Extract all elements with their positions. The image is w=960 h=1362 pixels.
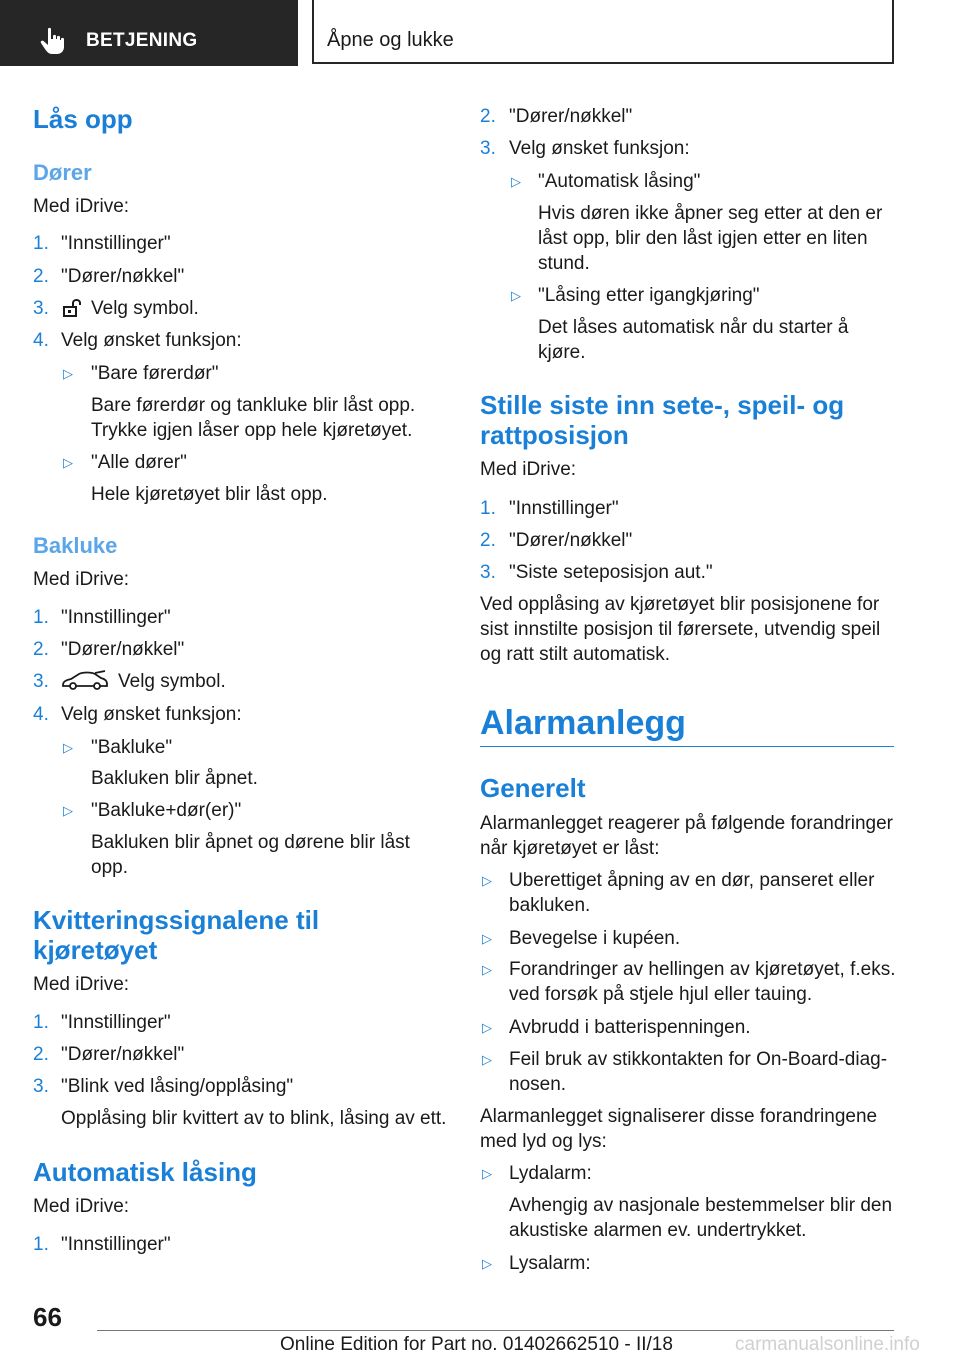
footer-rule bbox=[97, 1330, 894, 1331]
bullet-triangle-icon: ▷ bbox=[482, 962, 492, 977]
heading-general: Generelt bbox=[480, 773, 586, 803]
bullet-triangle-icon: ▷ bbox=[482, 1166, 492, 1181]
step-number: 1. bbox=[33, 607, 49, 628]
option-desc: Bare førerdør og tankluke blir låst opp. bbox=[91, 395, 416, 416]
step-text: "Innstillinger" bbox=[509, 498, 619, 519]
watermark-text: carmanualsonline.info bbox=[735, 1334, 920, 1355]
list-item: Lydalarm: bbox=[509, 1163, 592, 1184]
step-number: 3. bbox=[33, 298, 49, 319]
hand-pointer-icon bbox=[40, 27, 66, 55]
option-desc: Hele kjøretøyet blir låst opp. bbox=[91, 484, 328, 505]
paragraph: og ratt stilt automatisk. bbox=[480, 644, 671, 665]
option-title: "Alle dører" bbox=[91, 452, 187, 473]
step-text: "Dører/nøkkel" bbox=[509, 106, 633, 127]
option-desc: Det låses automatisk når du starter å bbox=[538, 317, 849, 338]
bullet-triangle-icon: ▷ bbox=[482, 1020, 492, 1035]
option-desc: Bakluken blir åpnet. bbox=[91, 768, 258, 789]
step-text: Velg symbol. bbox=[118, 671, 226, 692]
step-text: "Innstillinger" bbox=[61, 607, 171, 628]
bullet-triangle-icon: ▷ bbox=[482, 1052, 492, 1067]
med-idrive-text: Med iDrive: bbox=[480, 459, 577, 480]
step-number: 3. bbox=[480, 562, 496, 583]
bullet-triangle-icon: ▷ bbox=[482, 1256, 492, 1271]
step-number: 1. bbox=[33, 1234, 49, 1255]
step-number: 2. bbox=[33, 639, 49, 660]
step-number: 1. bbox=[33, 1012, 49, 1033]
bullet-triangle-icon: ▷ bbox=[511, 288, 521, 303]
step-number: 4. bbox=[33, 704, 49, 725]
step-text: "Innstillinger" bbox=[61, 233, 171, 254]
step-text: "Blink ved låsing/opplåsing" bbox=[61, 1076, 294, 1097]
bullet-triangle-icon: ▷ bbox=[63, 740, 73, 755]
step-text: Velg ønsket funksjon: bbox=[61, 704, 242, 725]
section-tab bbox=[0, 0, 298, 66]
paragraph: med lyd og lys: bbox=[480, 1131, 607, 1152]
list-item-desc: akustiske alarmen ev. undertrykket. bbox=[509, 1220, 807, 1241]
list-item: nosen. bbox=[509, 1074, 567, 1095]
step-text: Velg ønsket funksjon: bbox=[509, 138, 690, 159]
list-item: Feil bruk av stikkontakten for On-Board-diag- bbox=[509, 1049, 888, 1070]
paragraph: Alarmanlegget reagerer på følgende forandringer bbox=[480, 813, 893, 834]
list-item-desc: Avhengig av nasjonale bestemmelser blir den bbox=[509, 1195, 893, 1216]
step-number: 1. bbox=[480, 498, 496, 519]
step-text: "Innstillinger" bbox=[61, 1012, 171, 1033]
paragraph: sist innstilte posisjon til førersete, utvendig speil bbox=[480, 619, 881, 640]
heading-autolock: Automatisk låsing bbox=[33, 1157, 257, 1187]
med-idrive-text: Med iDrive: bbox=[33, 196, 130, 217]
page-number: 66 bbox=[33, 1302, 62, 1332]
med-idrive-text: Med iDrive: bbox=[33, 974, 130, 995]
option-desc: Hvis døren ikke åpner seg etter at den er bbox=[538, 203, 883, 224]
bullet-triangle-icon: ▷ bbox=[63, 803, 73, 818]
option-title: "Bakluke" bbox=[91, 737, 173, 758]
option-desc: låst opp, blir den låst igjen etter en liten bbox=[538, 228, 868, 249]
option-title: "Bakluke+dør(er)" bbox=[91, 800, 242, 821]
option-desc: stund. bbox=[538, 253, 590, 274]
list-item: Avbrudd i batterispenningen. bbox=[509, 1017, 751, 1038]
step-number: 3. bbox=[33, 1076, 49, 1097]
option-desc: kjøre. bbox=[538, 342, 586, 363]
step-text: "Innstillinger" bbox=[61, 1234, 171, 1255]
car-tailgate-icon bbox=[61, 670, 109, 692]
step-number: 2. bbox=[480, 106, 496, 127]
list-item: bakluken. bbox=[509, 895, 591, 916]
step-note: Opplåsing blir kvittert av to blink, låsing av ett. bbox=[61, 1108, 447, 1129]
bullet-triangle-icon: ▷ bbox=[63, 455, 73, 470]
list-item: Bevegelse i kupéen. bbox=[509, 928, 681, 949]
heading-confirm: kjøretøyet bbox=[33, 935, 158, 965]
step-number: 2. bbox=[480, 530, 496, 551]
page-header bbox=[0, 0, 960, 66]
bullet-triangle-icon: ▷ bbox=[511, 174, 521, 189]
step-text: "Dører/nøkkel" bbox=[61, 1044, 185, 1065]
chapter-tab bbox=[312, 0, 894, 64]
edition-text: Online Edition for Part no. 01402662510 - II/18 bbox=[280, 1334, 673, 1355]
heading-tailgate: Bakluke bbox=[33, 533, 118, 558]
heading-rule bbox=[480, 746, 894, 747]
step-number: 3. bbox=[33, 671, 49, 692]
heading-seat: rattposisjon bbox=[480, 420, 629, 450]
section-title: BETJENING bbox=[86, 30, 198, 51]
option-title: "Låsing etter igangkjøring" bbox=[538, 285, 760, 306]
bullet-triangle-icon: ▷ bbox=[63, 366, 73, 381]
heading-unlock: Lås opp bbox=[33, 104, 133, 134]
paragraph: Ved opplåsing av kjøretøyet blir posisjonene for bbox=[480, 594, 880, 615]
door-unlock-icon bbox=[61, 297, 85, 319]
step-number: 4. bbox=[33, 330, 49, 351]
step-text: "Dører/nøkkel" bbox=[61, 639, 185, 660]
step-text: "Dører/nøkkel" bbox=[61, 266, 185, 287]
bullet-triangle-icon: ▷ bbox=[482, 873, 492, 888]
list-item: Uberettiget åpning av en dør, panseret eller bbox=[509, 870, 875, 891]
step-number: 2. bbox=[33, 1044, 49, 1065]
option-desc: Trykke igjen låser opp hele kjøretøyet. bbox=[91, 420, 413, 441]
step-text: "Siste seteposisjon aut." bbox=[509, 562, 713, 583]
option-desc: Bakluken blir åpnet og dørene blir låst bbox=[91, 832, 410, 853]
step-text: "Dører/nøkkel" bbox=[509, 530, 633, 551]
med-idrive-text: Med iDrive: bbox=[33, 1196, 130, 1217]
option-desc: opp. bbox=[91, 857, 128, 878]
heading-seat: Stille siste inn sete-, speil- og bbox=[480, 390, 845, 420]
paragraph: når kjøretøyet er låst: bbox=[480, 838, 660, 859]
heading-confirm: Kvitteringssignalene til bbox=[33, 905, 320, 935]
list-item: ved forsøk på stjele hjul eller tauing. bbox=[509, 984, 813, 1005]
list-item: Forandringer av hellingen av kjøretøyet, f.eks. bbox=[509, 959, 896, 980]
step-text: Velg ønsket funksjon: bbox=[61, 330, 242, 351]
paragraph: Alarmanlegget signaliserer disse forandringene bbox=[480, 1106, 878, 1127]
step-text: Velg symbol. bbox=[91, 298, 199, 319]
option-title: "Automatisk låsing" bbox=[538, 171, 701, 192]
step-number: 1. bbox=[33, 233, 49, 254]
step-number: 3. bbox=[480, 138, 496, 159]
step-number: 2. bbox=[33, 266, 49, 287]
heading-doors: Dører bbox=[33, 160, 92, 185]
chapter-title: Åpne og lukke bbox=[327, 29, 454, 51]
bullet-triangle-icon: ▷ bbox=[482, 931, 492, 946]
heading-alarm: Alarmanlegg bbox=[480, 704, 686, 742]
list-item: Lysalarm: bbox=[509, 1253, 591, 1274]
option-title: "Bare førerdør" bbox=[91, 363, 219, 384]
med-idrive-text: Med iDrive: bbox=[33, 569, 130, 590]
